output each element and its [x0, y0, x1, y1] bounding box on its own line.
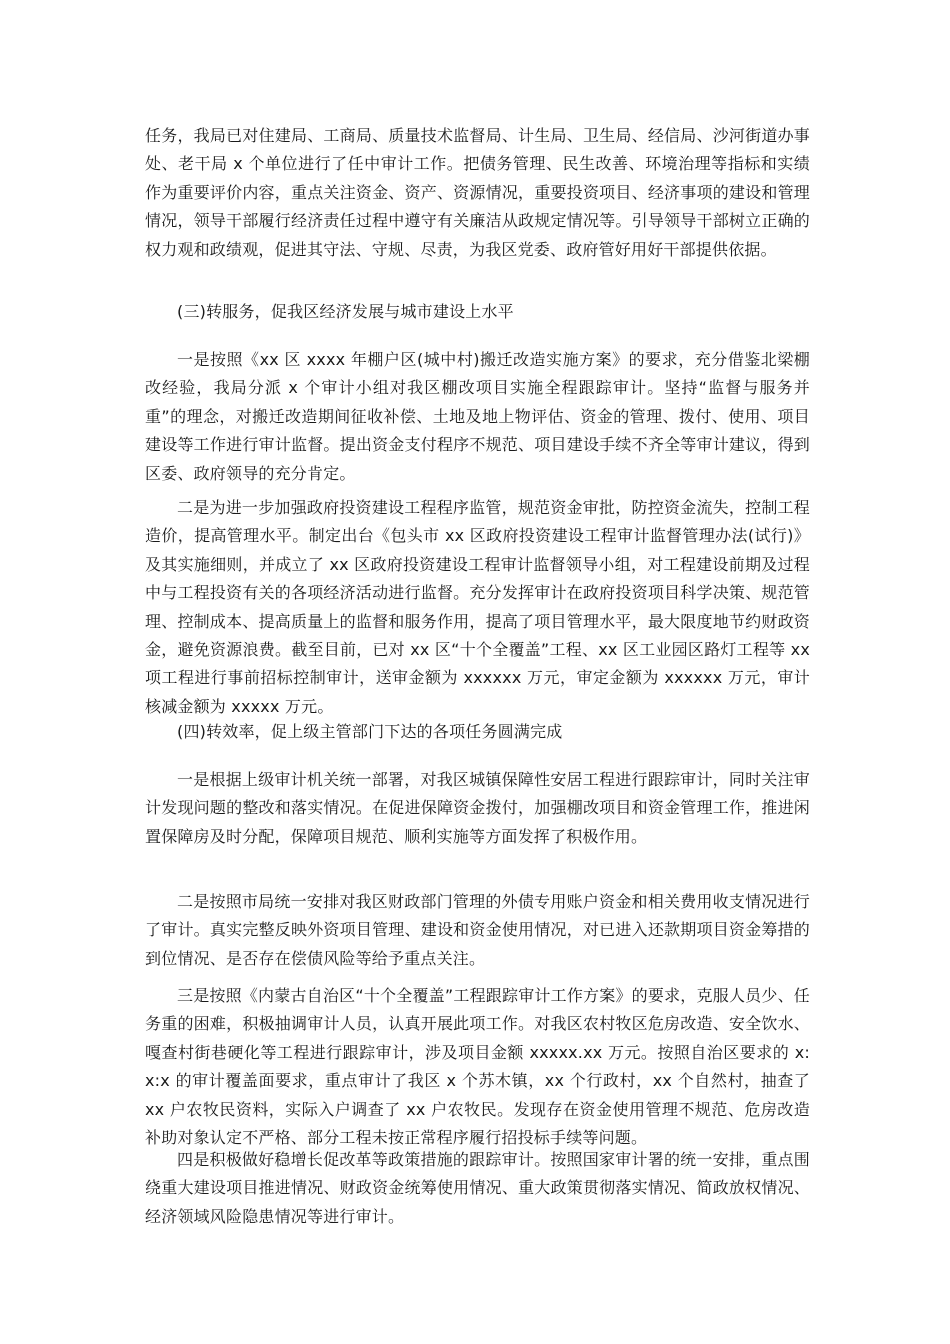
paragraph-4-4: 四是积极做好稳增长促改革等政策措施的跟踪审计。按照国家审计署的统一安排，重点围绕重大建设项目推进情况、财政资金统筹使用情况、重大政策贯彻落实情况、简政放权情况、经济领域风险隐患情况等进行审计。: [145, 1150, 810, 1226]
paragraph-3-2: 二是为进一步加强政府投资建设工程程序监管，规范资金审批，防控资金流失，控制工程造价，提高管理水平。制定出台《包头市 xx 区政府投资建设工程审计监督管理办法(试行)》及其实施细则，并成立了 xx 区政府投资建设工程审计监督领导小组，对工程建设前期及过程中与工程投资有关的各项经济活动进行监督。充分发挥审计在政府投资项目科学决策、规范管理、控制成本、提高质量上的监督和服务作用，提高了项目管理水平，最大限度地节约财政资金，避免资源浪费。截至目前，已对 xx 区“十个全覆盖”工程、xx 区工业园区路灯工程等 xx 项工程进行事前招标控制审计，送审金额为 xxxxxx 万元，审定金额为 xxxxxx 万元，审计核减金额为 xxxxx 万元。: [145, 498, 810, 716]
section-heading-4: (四)转效率，促上级主管部门下达的各项任务圆满完成: [177, 722, 563, 741]
paragraph-3-1: 一是按照《xx 区 xxxx 年棚户区(城中村)搬迁改造实施方案》的要求，充分借鉴北梁棚改经验，我局分派 x 个审计小组对我区棚改项目实施全程跟踪审计。坚持“监督与服务并重”的理念，对搬迁改造期间征收补偿、土地及地上物评估、资金的管理、拨付、使用、项目建设等工作进行审计监督。提出资金支付程序不规范、项目建设手续不齐全等审计建议，得到区委、政府领导的充分肯定。: [145, 350, 810, 483]
paragraph-continuation: 任务，我局已对住建局、工商局、质量技术监督局、计生局、卫生局、经信局、沙河街道办事处、老干局 x 个单位进行了任中审计工作。把债务管理、民生改善、环境治理等指标和实绩作为重要评价内容，重点关注资金、资产、资源情况，重要投资项目、经济事项的建设和管理情况，领导干部履行经济责任过程中遵守有关廉洁从政规定情况等。引导领导干部树立正确的权力观和政绩观，促进其守法、守规、尽责，为我区党委、政府管好用好干部提供依据。: [145, 126, 810, 259]
paragraph-4-3: 三是按照《内蒙古自治区“十个全覆盖”工程跟踪审计工作方案》的要求，克服人员少、任务重的困难，积极抽调审计人员，认真开展此项工作。对我区农村牧区危房改造、安全饮水、嘎查村街巷硬化等工程进行跟踪审计，涉及项目金额 xxxxx.xx 万元。按照自治区要求的 x:x:x 的审计覆盖面要求，重点审计了我区 x 个苏木镇，xx 个行政村，xx 个自然村，抽查了 xx 户农牧民资料，实际入户调查了 xx 户农牧民。发现存在资金使用管理不规范、危房改造补助对象认定不严格、部分工程未按正常程序履行招投标手续等问题。: [145, 986, 810, 1148]
paragraph-4-1: 一是根据上级审计机关统一部署，对我区城镇保障性安居工程进行跟踪审计，同时关注审计发现问题的整改和落实情况。在促进保障资金拨付，加强棚改项目和资金管理工作，推进闲置保障房及时分配，保障项目规范、顺利实施等方面发挥了积极作用。: [145, 770, 810, 846]
section-heading-3: (三)转服务，促我区经济发展与城市建设上水平: [177, 302, 514, 321]
paragraph-4-2: 二是按照市局统一安排对我区财政部门管理的外债专用账户资金和相关费用收支情况进行了审计。真实完整反映外资项目管理、建设和资金使用情况，对已进入还款期项目资金筹措的到位情况、是否存在偿债风险等给予重点关注。: [145, 892, 810, 968]
